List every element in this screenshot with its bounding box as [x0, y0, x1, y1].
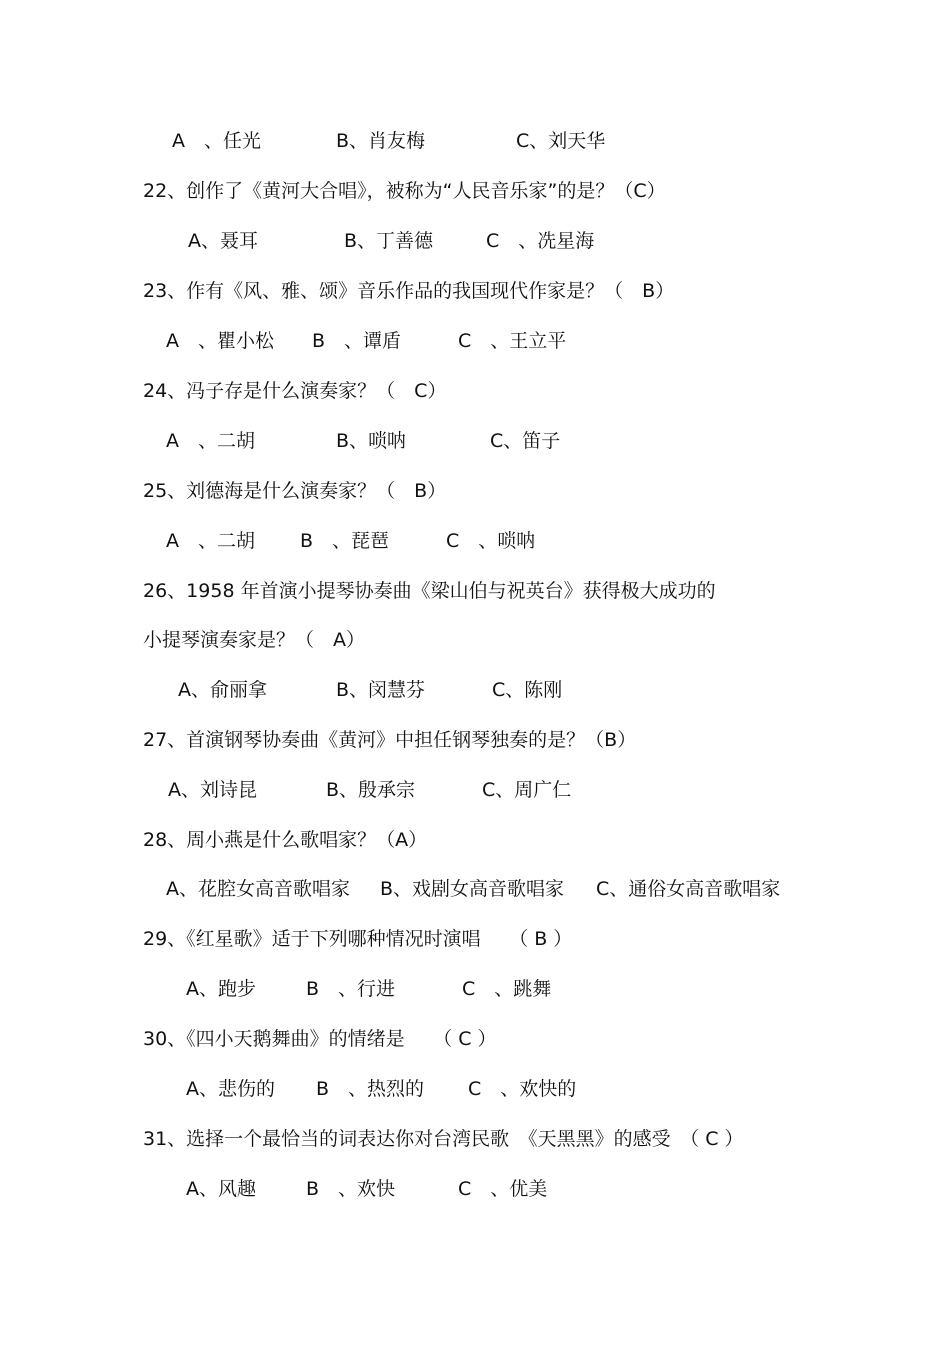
- option-a: A 、任光: [172, 130, 261, 152]
- option-a: A、风趣: [186, 1178, 256, 1200]
- option-a: A 、二胡: [166, 430, 255, 452]
- question-26-continued: 小提琴演奏家是？（ A）: [143, 629, 365, 651]
- question-23: 23、作有《风、雅、颂》音乐作品的我国现代作家是？（ B）: [143, 280, 675, 302]
- option-a: A、俞丽拿: [178, 679, 267, 701]
- option-c: C 、冼星海: [486, 230, 595, 252]
- question-27: 27、首演钢琴协奏曲《黄河》中担任钢琴独奏的是？（B）: [143, 729, 637, 751]
- question-28: 28、周小燕是什么歌唱家？（A）: [143, 829, 428, 851]
- option-a: A、花腔女高音歌唱家: [166, 878, 350, 900]
- option-c: C 、王立平: [458, 330, 567, 352]
- question-22: 22、创作了《黄河大合唱》，被称为“人民音乐家”的是？（C）: [143, 180, 666, 202]
- option-a: A、聂耳: [188, 230, 258, 252]
- option-a: A 、二胡: [166, 530, 255, 552]
- option-a: A、跑步: [186, 978, 256, 1000]
- option-c: C、通俗女高音歌唱家: [596, 878, 781, 900]
- option-b: B 、行进: [306, 978, 396, 1000]
- question-30: 30、《四小天鹅舞曲》的情绪是 （ C ）: [143, 1028, 497, 1050]
- option-b: B、唢呐: [336, 430, 407, 452]
- option-c: C、周广仁: [482, 779, 572, 801]
- option-b: B、戏剧女高音歌唱家: [380, 878, 565, 900]
- option-c: C 、唢呐: [446, 530, 536, 552]
- option-b: B、闵慧芬: [336, 679, 426, 701]
- option-c: C 、优美: [458, 1178, 548, 1200]
- option-b: B、肖友梅: [336, 130, 426, 152]
- option-c: C、刘天华: [516, 130, 606, 152]
- question-31: 31、选择一个最恰当的词表达你对台湾民歌 《天黑黑》的感受 （ C ）: [143, 1128, 744, 1150]
- option-a: A、悲伤的: [186, 1078, 275, 1100]
- option-c: C、陈刚: [492, 679, 563, 701]
- option-b: B、丁善德: [344, 230, 434, 252]
- question-25: 25、刘德海是什么演奏家？（ B）: [143, 480, 447, 502]
- question-29: 29、《红星歌》适于下列哪种情况时演唱 （ B ）: [143, 928, 573, 950]
- option-b: B 、琵琶: [300, 530, 390, 552]
- question-24: 24、冯子存是什么演奏家？（ C）: [143, 380, 447, 402]
- option-b: B、殷承宗: [326, 779, 416, 801]
- option-b: B 、谭盾: [312, 330, 402, 352]
- option-a: A 、瞿小松: [166, 330, 274, 352]
- option-c: C、笛子: [490, 430, 561, 452]
- option-a: A、刘诗昆: [168, 779, 257, 801]
- option-c: C 、跳舞: [462, 978, 552, 1000]
- option-b: B 、热烈的: [316, 1078, 425, 1100]
- option-b: B 、欢快: [306, 1178, 396, 1200]
- question-26: 26、1958 年首演小提琴协奏曲《梁山伯与祝英台》获得极大成功的: [143, 580, 716, 602]
- option-c: C 、欢快的: [468, 1078, 577, 1100]
